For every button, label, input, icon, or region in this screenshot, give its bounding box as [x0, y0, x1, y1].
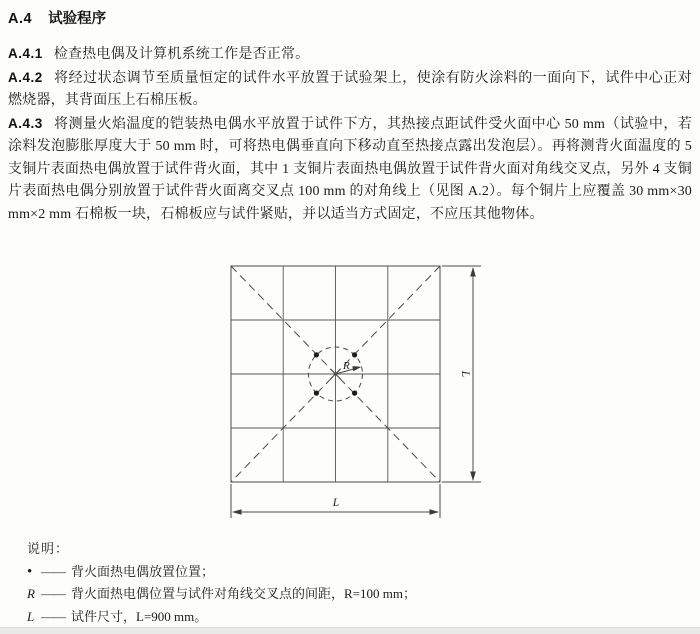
legend-item-dot [27, 561, 667, 584]
side-right-label: L [459, 370, 471, 378]
dim-right-arrow-top [470, 267, 476, 277]
thermocouple-dot-symbol: • [27, 563, 33, 580]
legend-item-text: 背火面热电偶放置位置； [71, 563, 215, 579]
side-bottom-label: L [332, 497, 340, 509]
legend-dash: —— [41, 586, 65, 601]
clause-text: 将经过状态调节至质量恒定的试件水平放置于试验架上，使涂有防火涂料的一面向下，试件中心正对燃烧器，其背面压上石棉压板。 [8, 70, 692, 108]
radius-label: R [343, 360, 350, 372]
legend-item-text: 试件尺寸，L=900 mm。 [71, 608, 208, 624]
section-number: A.4 [8, 11, 33, 27]
dim-right-arrow-bottom [470, 472, 476, 482]
section-title: 试验程序 [48, 11, 107, 27]
legend-dash: —— [41, 608, 65, 624]
radius-arrowhead [352, 366, 361, 371]
clause-number: A.4.2 [8, 69, 43, 85]
figure-legend [27, 538, 667, 628]
scan-page-edge [0, 627, 700, 634]
dim-bottom-arrow-left [232, 509, 242, 515]
clause-number: A.4.3 [8, 115, 43, 131]
clause-text: 将测量火焰温度的铠装热电偶水平放置于试件下方，其热接点距试件受火面中心 50 mm（试验中，若涂料发泡膨胀厚度大于 50 mm 时，可将热电偶垂直向下移动直至热接点露出发泡层）。再将测背火面温度的 5 支铜片表面热电偶放置于试件背火面，其中 1 支铜片表面热电偶放置于试件背火面对角线交叉点，另外 4 支铜片表面热电偶分别放置于试件背火面离交叉点 100 mm 的对角线上（见图 A.2）。每个铜片上应覆盖 30 mm×30 mm×2 mm 石棉板一块，石棉板应与试件紧贴，并以适当方式固定，不应压其他物体。 [8, 116, 692, 222]
radius-symbol: R [27, 586, 35, 601]
clause-number: A.4.1 [8, 46, 43, 61]
legend-item-l [27, 606, 667, 629]
legend-item-r [27, 583, 667, 606]
dim-bottom-arrow-right [430, 509, 440, 515]
length-symbol: L [27, 608, 35, 624]
clause-text: 检查热电偶及计算机系统工作是否正常。 [53, 47, 310, 62]
legend-title: 说明： [27, 541, 70, 556]
legend-dash: —— [41, 563, 65, 579]
legend-item-text: 背火面热电偶位置与试件对角线交叉点的间距，R=100 mm； [71, 586, 416, 601]
